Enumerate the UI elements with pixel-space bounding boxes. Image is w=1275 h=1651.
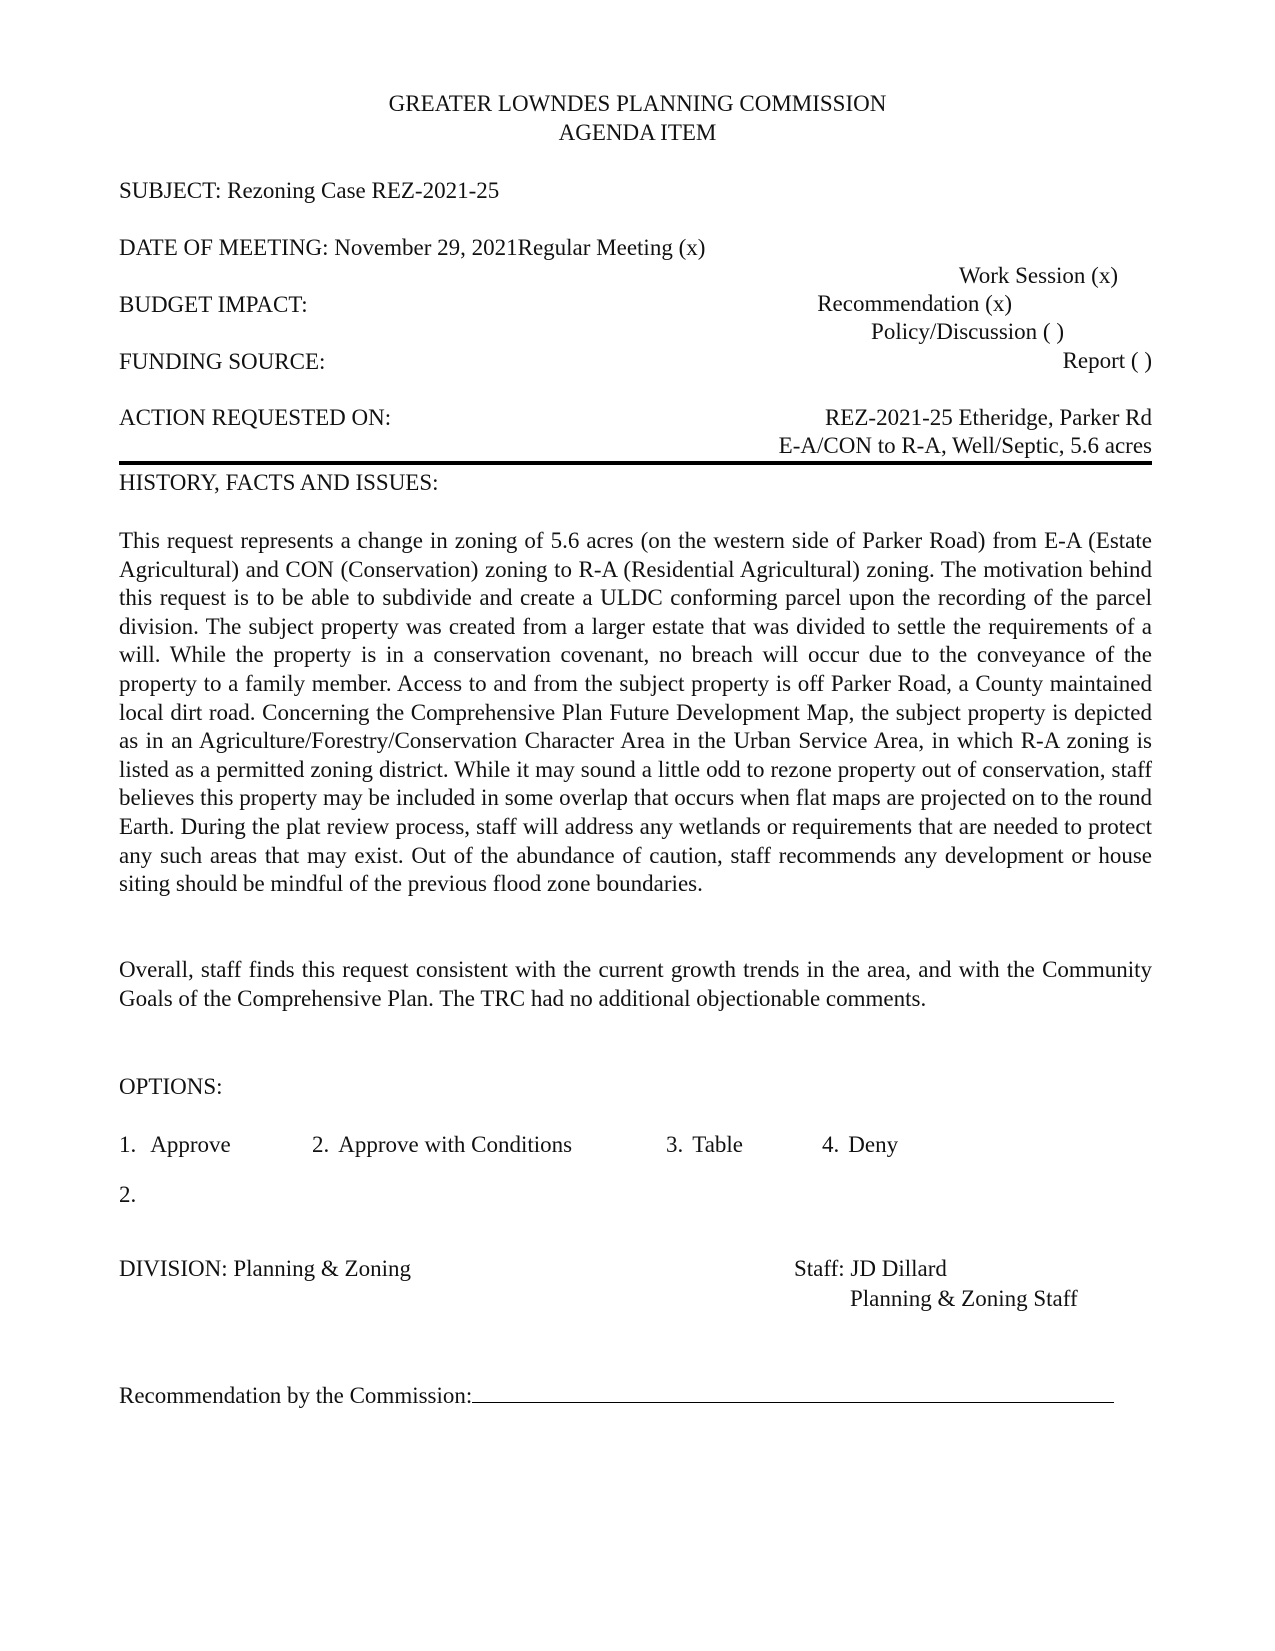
- action-case-line: REZ-2021-25 Etheridge, Parker Rd: [824, 405, 1152, 430]
- option-2: [312, 1133, 572, 1156]
- option-label: Approve with Conditions: [338, 1132, 573, 1157]
- options-heading: OPTIONS:: [119, 1074, 223, 1099]
- history-paragraph-2: Overall, staff finds this request consistent with the current growth trends in the area, and with the Community Goals of the Comprehensive Plan. The TRC had no additional objectionable comments.: [119, 957, 1152, 1011]
- option-label: Table: [692, 1132, 744, 1157]
- option-3: [666, 1133, 743, 1156]
- action-zoning-line: E-A/CON to R-A, Well/Septic, 5.6 acres: [778, 433, 1152, 458]
- funding-source-label: FUNDING SOURCE:: [119, 349, 326, 374]
- work-session-marker: Work Session (x): [958, 263, 1118, 288]
- staff-title: Planning & Zoning Staff: [850, 1286, 1078, 1311]
- budget-impact-label: BUDGET IMPACT:: [119, 292, 308, 317]
- recommendation-blank[interactable]: [472, 1380, 1114, 1403]
- recommendation-line: [119, 1380, 1114, 1407]
- recommendation-label: Recommendation by the Commission:: [119, 1383, 473, 1408]
- staff-name: Staff: JD Dillard: [794, 1256, 947, 1281]
- history-paragraph-1: This request represents a change in zoning of 5.6 acres (on the western side of Parker Road) from E-A (Estate Agricultural) and CON (Conservation) zoning to R-A (Residential Agricultural) zoning. The motivation behind this request is to be able to subdivide and create a ULDC conforming parcel upon the recording of the parcel division. The subject property was created from a larger estate that was divided to settle the requirements of a will. While the property is in a conservation covenant, no breach will occur due to the conveyance of the property to a family member. Access to and from the subject property is off Parker Road, a County maintained local dirt road. Concerning the Comprehensive Plan Future Development Map, the subject property is depicted as in an Agriculture/Forestry/Conservation Character Area in the Urban Service Area, in which R-A zoning is listed as a permitted zoning district. While it may sound a little odd to rezone property out of conservation, staff believes this property may be included in some overlap that occurs when flat maps are projected on to the round Earth. During the plat review process, staff will address any wetlands or requirements that are needed to protect any such areas that may exist. Out of the abundance of caution, staff recommends any development or house siting should be mindful of the previous flood zone boundaries.: [119, 528, 1152, 897]
- option-number: 3.: [666, 1132, 684, 1157]
- action-requested-label: ACTION REQUESTED ON:: [119, 405, 392, 430]
- recommendation-marker: Recommendation (x): [817, 291, 1012, 316]
- doc-type-title: AGENDA ITEM: [558, 120, 717, 145]
- option-1: [119, 1133, 231, 1156]
- option-label: Approve: [150, 1132, 231, 1157]
- date-of-meeting-line: DATE OF MEETING: November 29, 2021Regular Meeting (x): [119, 235, 706, 260]
- option-4: [822, 1133, 898, 1156]
- org-title: GREATER LOWNDES PLANNING COMMISSION: [388, 91, 887, 116]
- history-heading: HISTORY, FACTS AND ISSUES:: [119, 470, 439, 495]
- division-line: DIVISION: Planning & Zoning: [119, 1256, 411, 1281]
- selected-option: 2.: [119, 1182, 137, 1207]
- policy-discussion-marker: Policy/Discussion ( ): [871, 319, 1064, 344]
- option-label: Deny: [848, 1132, 899, 1157]
- option-number: 1.: [119, 1132, 137, 1157]
- subject-line: SUBJECT: Rezoning Case REZ-2021-25: [119, 178, 500, 203]
- section-divider: [119, 461, 1152, 465]
- option-number: 2.: [312, 1132, 330, 1157]
- report-marker: Report ( ): [1062, 348, 1152, 373]
- option-number: 4.: [822, 1132, 840, 1157]
